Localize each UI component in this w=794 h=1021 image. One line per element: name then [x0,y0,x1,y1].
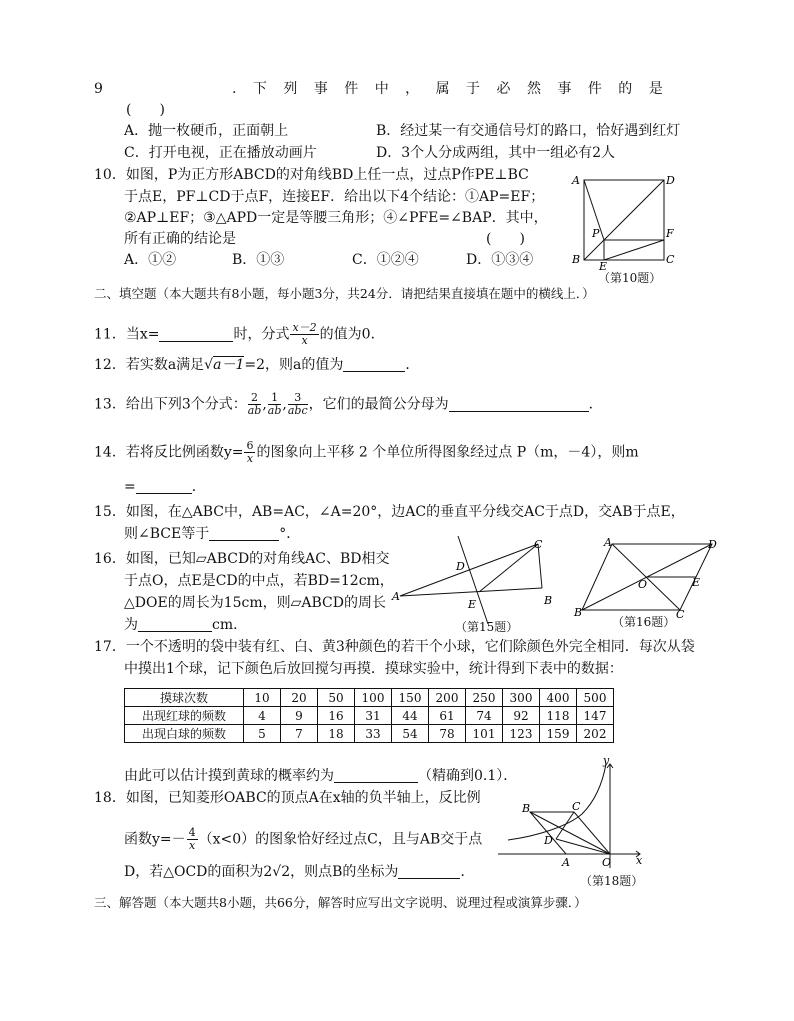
q16-label-c: C [676,608,685,621]
q15-line1: 15．如图，在△ABC中，AB=AC，∠A=20°，边AC的垂直平分线交AC于点D，交AB于点E， [94,504,685,520]
q15-label-e: E [468,598,477,611]
q15-blank[interactable] [209,526,279,541]
q16-blank[interactable] [138,617,212,632]
q17-line1: 17．一个不透明的袋中装有红、白、黄3种颜色的若干个小球，它们除颜色外完全相同．每次从袋 [94,639,695,655]
q13-blank[interactable] [449,397,589,412]
q16-label-o: O [638,578,648,591]
q18-line1: 18．如图，已知菱形OABC的顶点A在x轴的负半轴上，反比例 [94,790,481,806]
q18-label-d: D [544,834,553,847]
q15-label-d: D [456,560,465,573]
q15-figure [392,536,562,626]
q16-line3: △DOE的周长为15cm，则▱ABCD的周长 [124,595,386,611]
q12-post: =2，则a的值为 [244,357,344,373]
q9-option-d: D．3个人分成两组，其中一组必有2人 [376,145,616,161]
q12-pre: 12．若实数a满足 [94,357,205,373]
q10-label-a: A [572,174,580,187]
q10-line2: 于点E，PF⊥CD于点F，连接EF．给出以下4个结论：①AP=EF； [124,189,545,205]
q14-blank[interactable] [136,479,192,494]
q16-line1: 16．如图，已知▱ABCD的对角线AC、BD相交 [94,551,390,567]
q15-label-c: C [534,538,543,551]
q10-label-e: E [599,260,608,273]
q17-after: 由此可以估计摸到黄球的概率约为 （精确到0.1）． [124,768,518,784]
q18-fraction: $\frac{4}{x}$ [188,826,196,852]
q16-figure [574,536,724,621]
q11-mid: 时，分式 [233,326,290,343]
q10-caption: （第10题） [598,271,662,285]
q10-line4: 所有正确的结论是 [124,231,236,247]
q9-number: 9 [94,81,103,97]
q15-caption: （第15题） [455,620,519,634]
q12-sqrt: √a－1 [204,357,245,373]
q10-option-d: D．①③④ [466,252,534,268]
section-3-heading: 三、解答题（本大题共8小题，共66分，解答时应写出文字说明、说理过程或演算步骤．） [94,895,587,910]
q18-label-c: C [572,800,581,813]
q18-label-x: x [636,854,643,867]
q18-label-o: O [602,856,612,869]
q11-pre: 11．当x= [94,326,160,343]
table-row: 出现红球的频数 4 9 16 31 44 61 74 92 118 147 [125,707,614,725]
q16-line2: 于点O，点E是CD的中点，若BD=12cm， [124,573,394,589]
q15-label-b: B [544,594,553,607]
q16-label-e: E [692,576,701,589]
q14-line2: = ． [124,479,206,495]
q11-fraction: $\frac{x-2}{x}$ [292,321,317,347]
q9-option-b: B．经过某一有交通信号灯的路口，恰好遇到红灯 [376,123,681,139]
q12-blank[interactable] [343,357,405,372]
q10-option-b: B．①③ [232,252,285,268]
q10-line3: ②AP⊥EF；③△APD一定是等腰三角形；④∠PFE=∠BAP．其中， [124,210,548,226]
q11-blank[interactable] [159,327,233,342]
q17-table [124,688,614,743]
q15-label-a: A [392,590,400,603]
q16-label-a: A [604,536,612,549]
q13-fraction-1: $\frac{2}{ab}$ [247,391,262,417]
section-2-heading: 二、填空题（本大题共有8小题，每小题3分，共24分．请把结果直接填在题中的横线上．） [94,286,595,301]
q18-label-b: B [522,802,531,815]
q17-line2: 中摸出1个球，记下颜色后放回搅匀再摸．摸球实验中，统计得到下表中的数据： [124,661,623,677]
q13-fraction-3: $\frac{3}{\text{abc}}$ [287,391,308,417]
q12-end: ． [405,357,420,373]
q13: 13．给出下列3个分式： $\frac{2}{ab}$ , $\frac{1}{ab}$ , $\frac{3}{\text{abc}}$ ，它们的最简公分母为 ． [94,391,603,417]
q14-pre: 14．若将反比例函数y= [94,444,244,461]
q16-label-b: B [574,606,583,619]
q18-label-y: y [603,754,610,767]
q18-label-a: A [562,856,570,869]
q14-post: 的图象向上平移 2 个单位所得图象经过点 P（m，－4），则m [256,444,639,461]
q13-fraction-2: $\frac{1}{ab}$ [267,391,282,417]
q11 [94,322,385,347]
q10-line1: 10．如图，P为正方形ABCD的对角线BD上任一点，过点P作PE⊥BC [94,167,529,183]
q10-figure [570,170,680,273]
q11-post: 的值为0． [319,326,385,343]
q9-option-a: A．抛一枚硬币，正面朝上 [124,123,289,139]
q10-option-c: C．①②④ [352,252,419,268]
q10-paren: ( ) [486,231,525,247]
q16-label-d: D [708,538,717,551]
q10-label-c: C [666,253,675,266]
q10-label-f: F [666,227,674,240]
q18-figure [498,754,648,869]
q14-line1 [94,440,639,465]
q15-line2: 则∠BCE等于 °． [124,526,301,542]
table-row: 出现白球的频数 5 7 18 33 54 78 101 123 159 202 [125,725,614,743]
q9-option-c: C．打开电视，正在播放动画片 [124,145,317,161]
q14-fraction: $\frac{6}{x}$ [246,439,254,465]
q13-post: ，它们的最简公分母为 [308,396,449,413]
q10-label-p: P [592,227,600,240]
q10-label-b: B [572,253,581,266]
q13-end: ． [588,396,603,413]
q18-line2: 函数y=－ $\frac{4}{x}$ （x<0）的图象恰好经过点C，且与AB交于点 [124,826,483,852]
q10-label-d: D [666,174,675,187]
q12 [94,356,419,374]
q17-blank[interactable] [334,768,418,783]
q10-option-a: A．①② [124,252,177,268]
q13-pre: 13．给出下列3个分式： [94,396,247,413]
q18-blank[interactable] [398,864,460,879]
table-row: 摸球次数 10 20 50 100 150 200 250 300 400 500 [125,689,614,707]
q9-stem: . 下 列 事 件 中 ， 属 于 必 然 事 件 的 是 [232,81,669,97]
q16-line4: 为 cm． [124,617,248,633]
q16-caption: （第16题） [612,615,676,629]
q18-line3: D，若△OCD的面积为2√2，则点B的坐标为 ． [124,864,475,880]
q18-caption: （第18题） [580,874,644,888]
q9-paren: ( ) [126,102,165,118]
